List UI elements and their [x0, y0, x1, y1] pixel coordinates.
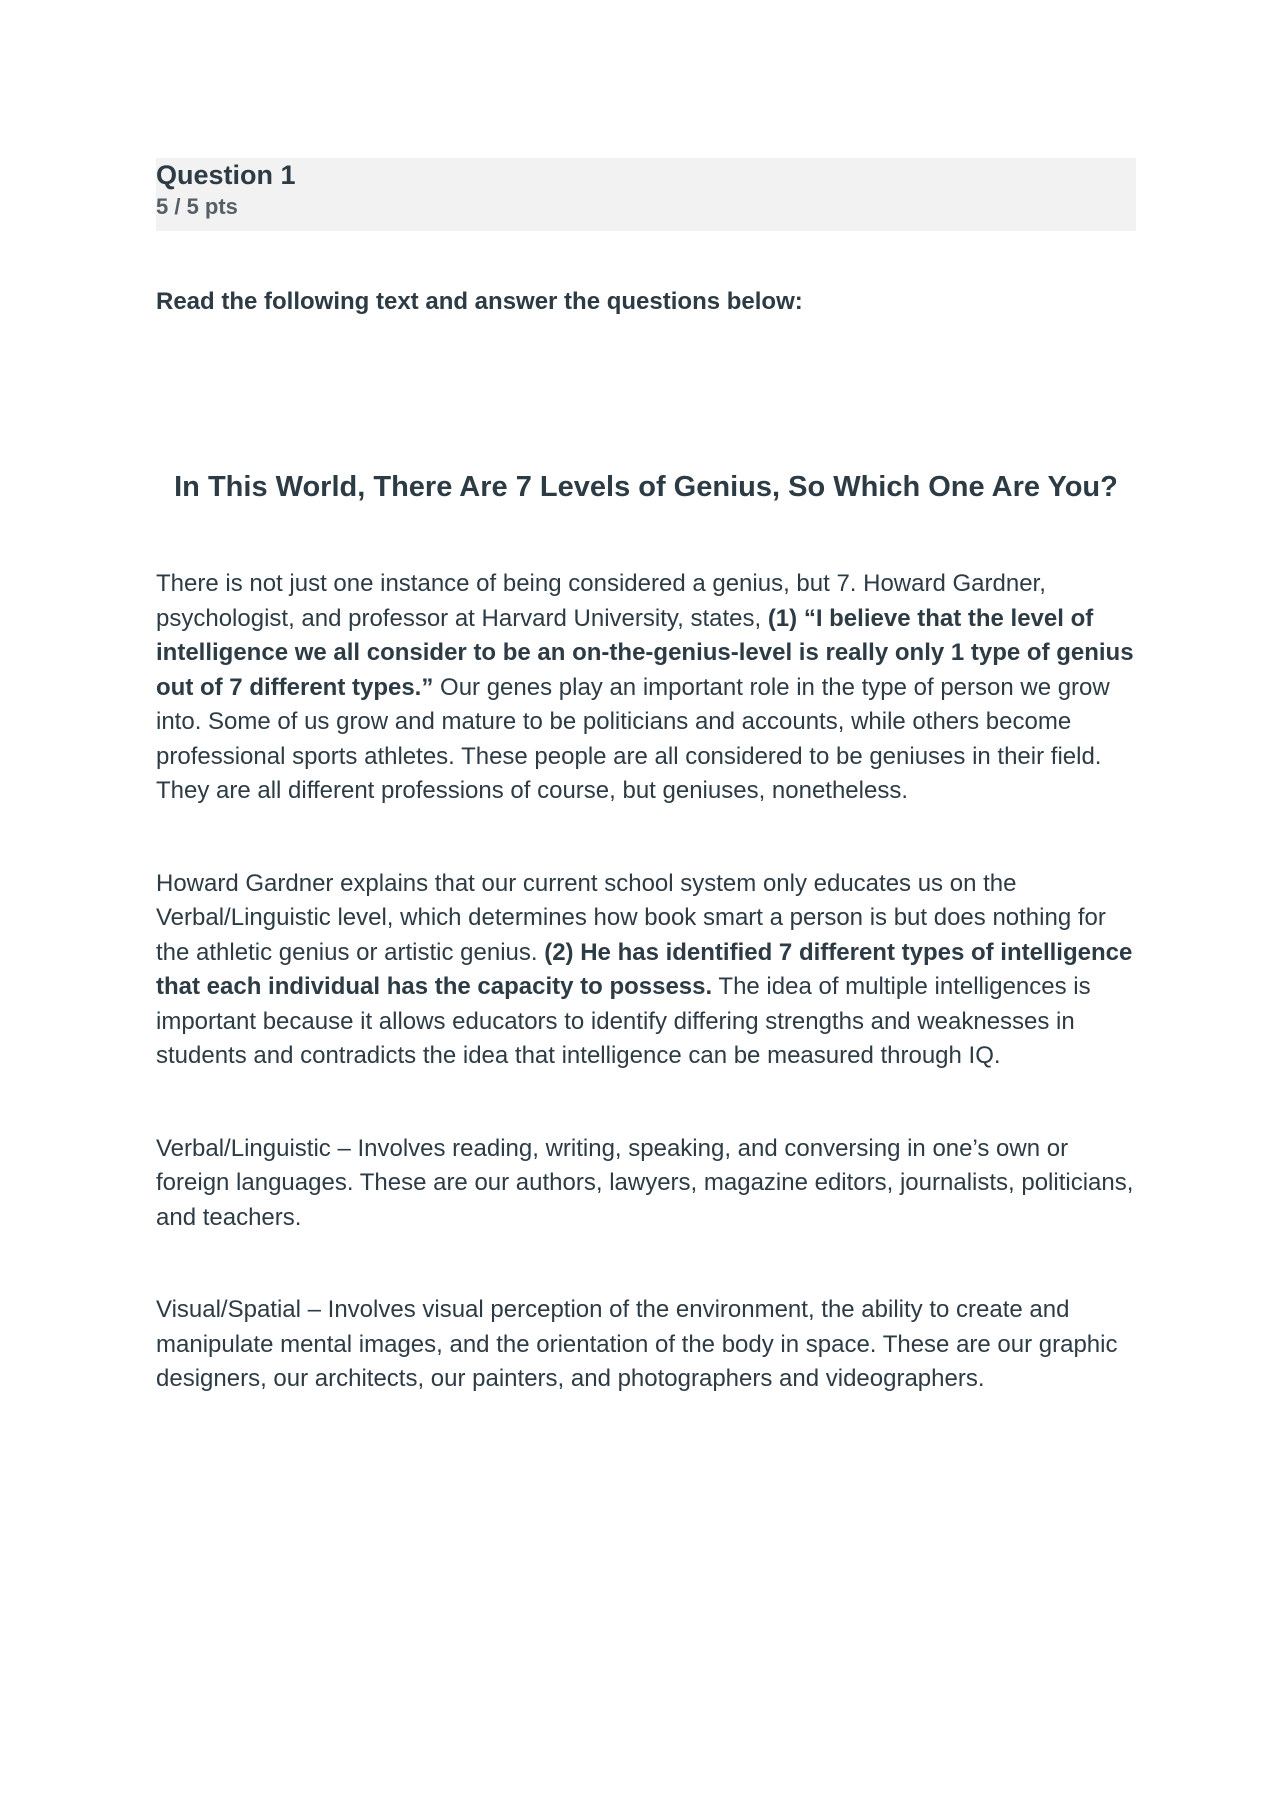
- article-paragraph-4: Visual/Spatial – Involves visual perception of the environment, the ability to create and manipulate mental images, and the orientation of the body in space. These are our graphic designers, our architects, our painters, and photographers and videographers.: [156, 1296, 1118, 1392]
- paragraph-text: Our genes play an important role in the type of person we grow into. Some of us grow and mature to be politicians and accounts, while others become professional sports athletes. These people are all considered to be geniuses in their field. They are all different professions of course, but geniuses, nonetheless.: [156, 673, 1110, 804]
- question-instruction: Read the following text and answer the questions below:: [156, 288, 803, 315]
- paragraph-text: The idea of multiple intelligences is important because it allows educators to identify differing strengths and weaknesses in students and contradicts the idea that intelligence can be measured through IQ.: [156, 973, 1091, 1069]
- article-paragraph-2: [156, 867, 1136, 1074]
- question-title: Question 1: [156, 160, 296, 190]
- paragraph-text: Howard Gardner explains that our current school system only educates us on the Verbal/Linguistic level, which determines how book smart a person is but does nothing for the athletic genius or artistic genius.: [156, 869, 1106, 966]
- quote-bold-1: (1) “I believe that the level of intelligence we all consider to be an on-the-genius-level is really only 1 type of genius out of 7 different types.”: [156, 604, 1134, 701]
- quote-bold-2: (2) He has identified 7 different types of intelligence that each individual has the capacity to possess.: [156, 938, 1133, 1000]
- question-points: 5 / 5 pts: [156, 194, 238, 219]
- paragraph-text: There is not just one instance of being considered a genius, but 7. Howard Gardner, psychologist, and professor at Harvard University, states,: [156, 570, 1046, 632]
- quiz-page: [156, 158, 1136, 1397]
- question-header: [156, 158, 1136, 231]
- article-paragraph-3: Verbal/Linguistic – Involves reading, writing, speaking, and conversing in one’s own or foreign languages. These are our authors, lawyers, magazine editors, journalists, politicians, and teachers.: [156, 1134, 1134, 1231]
- article-title: In This World, There Are 7 Levels of Genius, So Which One Are You?: [174, 471, 1118, 503]
- article-paragraph-1: [156, 567, 1136, 809]
